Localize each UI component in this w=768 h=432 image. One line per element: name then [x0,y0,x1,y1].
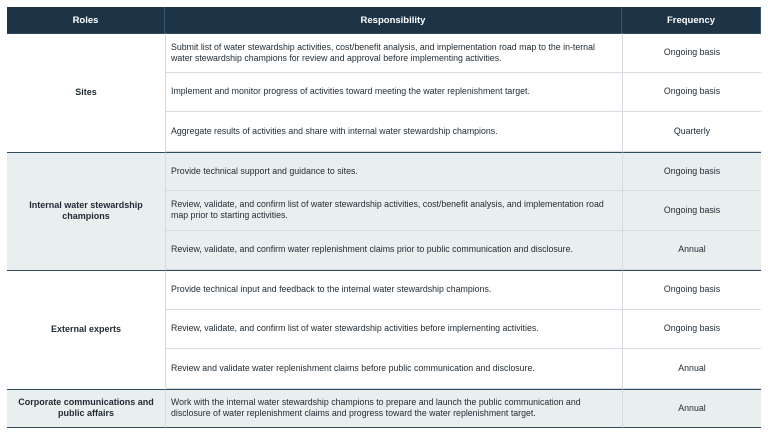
frequency-cell: Ongoing basis [622,270,761,310]
frequency-cell: Annual [622,349,761,389]
frequency-cell: Annual [622,231,761,271]
header-roles: Roles [7,7,165,33]
role-cell: Sites [7,33,165,152]
responsibility-cell: Review and validate water replenishment claims before public communication and disclosure. [165,349,622,389]
responsibility-cell: Provide technical input and feedback to the internal water stewardship champions. [165,270,622,310]
roles-responsibilities-table [7,7,761,428]
frequency-cell: Ongoing basis [622,33,761,73]
responsibility-cell: Review, validate, and confirm list of water stewardship activities before implementing activities. [165,310,622,350]
responsibility-cell: Work with the internal water stewardship champions to prepare and launch the public communication and disclosure of water replenishment claims and progress toward the water replenishment target. [165,389,622,429]
responsibility-cell: Submit list of water stewardship activities, cost/benefit analysis, and implementation road map to the in-ternal water stewardship champions for review and approval before implementing activities. [165,33,622,73]
frequency-cell: Ongoing basis [622,152,761,192]
frequency-cell: Ongoing basis [622,73,761,113]
responsibility-cell: Review, validate, and confirm water replenishment claims prior to public communication and disclosure. [165,231,622,271]
header-frequency: Frequency [622,7,761,33]
role-cell: Corporate communications and public affairs [7,389,165,429]
frequency-cell: Ongoing basis [622,310,761,350]
responsibility-cell: Implement and monitor progress of activities toward meeting the water replenishment target. [165,73,622,113]
frequency-cell: Ongoing basis [622,191,761,231]
responsibility-cell: Review, validate, and confirm list of water stewardship activities, cost/benefit analysis, and implementation road map prior to starting activities. [165,191,622,231]
role-cell: Internal water stewardship champions [7,152,165,271]
header-responsibility: Responsibility [165,7,622,33]
role-cell: External experts [7,270,165,389]
responsibility-cell: Aggregate results of activities and share with internal water stewardship champions. [165,112,622,152]
responsibility-cell: Provide technical support and guidance to sites. [165,152,622,192]
frequency-cell: Annual [622,389,761,429]
frequency-cell: Quarterly [622,112,761,152]
